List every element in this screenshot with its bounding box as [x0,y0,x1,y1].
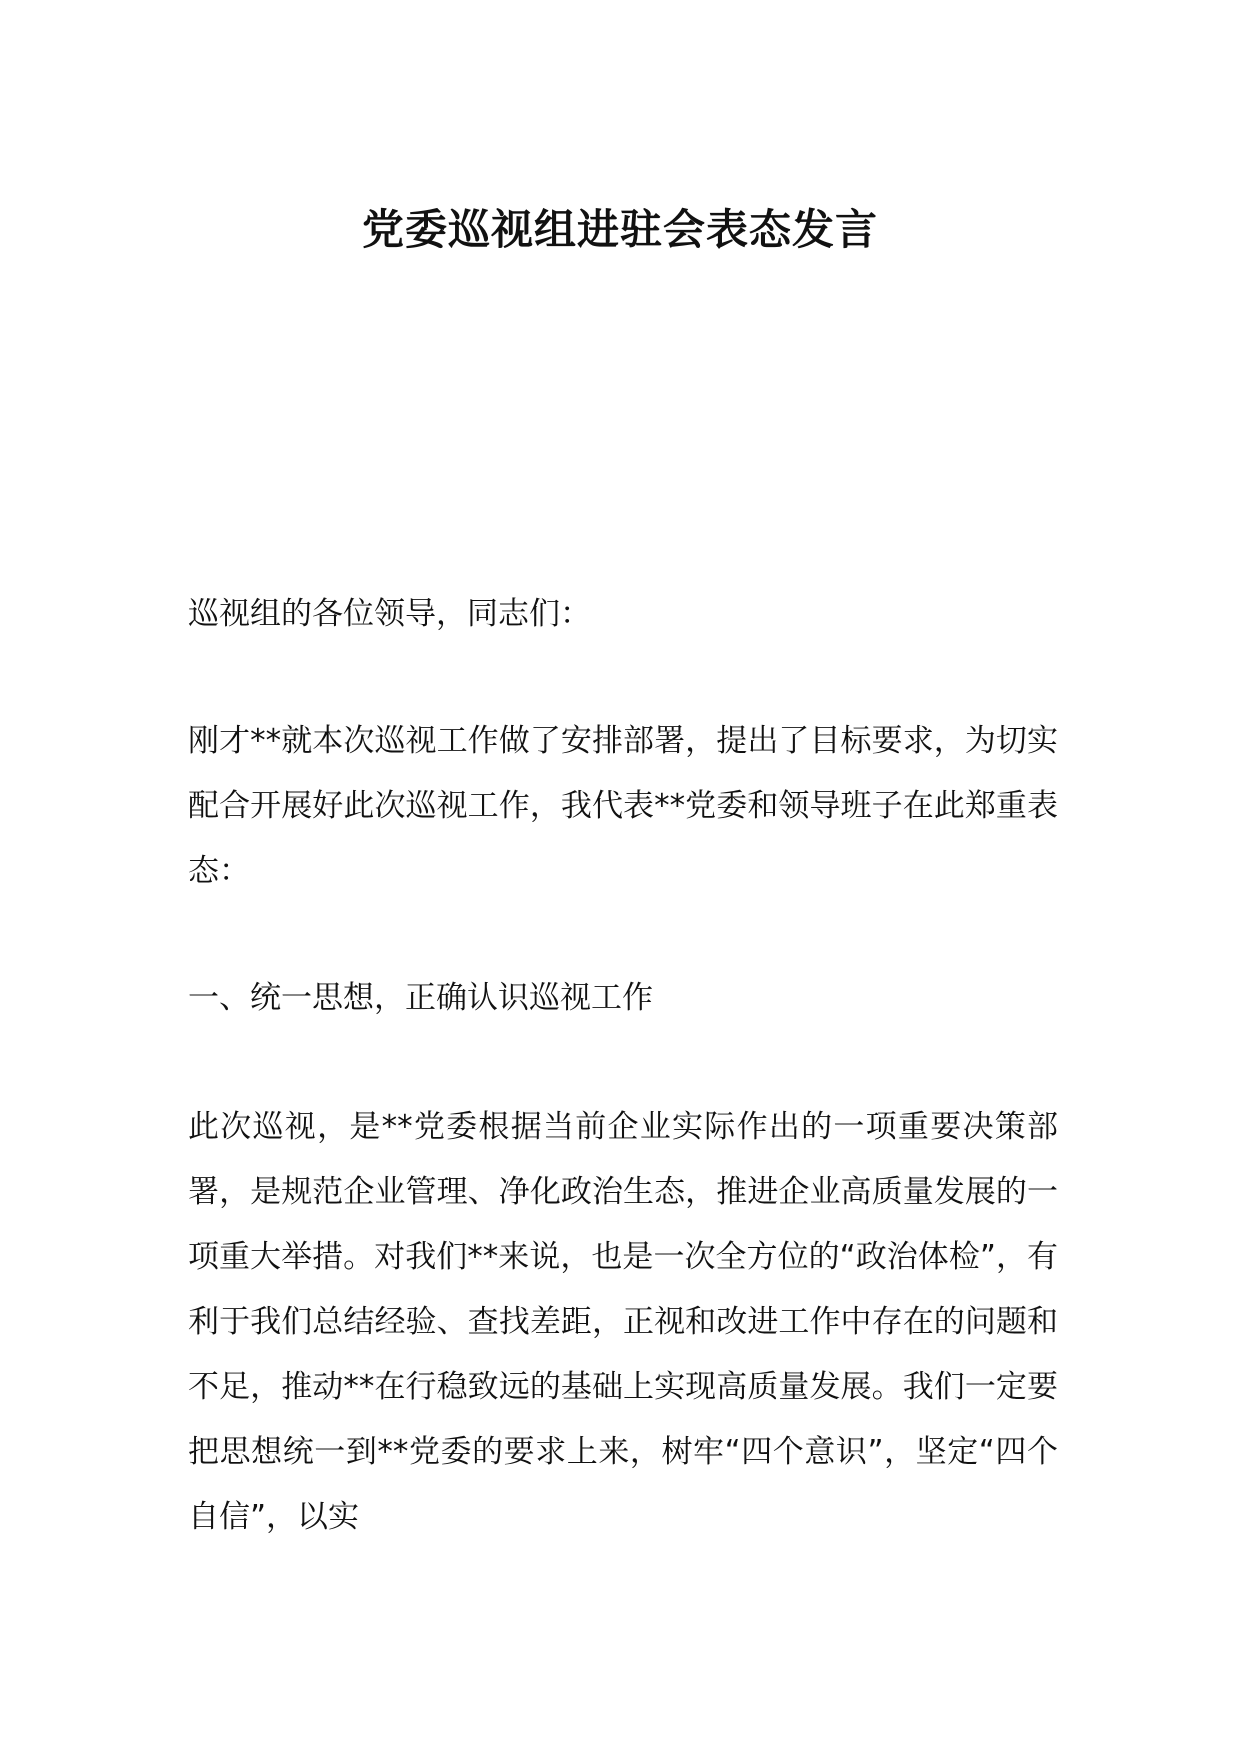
intro-paragraph: 刚才**就本次巡视工作做了安排部署，提出了目标要求，为切实配合开展好此次巡视工作，我代表**党委和领导班子在此郑重表态： [188,723,1058,889]
section-1-heading: 一、统一思想，正确认识巡视工作 [188,980,653,1016]
document-title: 党委巡视组进驻会表态发言 [361,205,878,254]
section-1-body: 此次巡视，是**党委根据当前企业实际作出的一项重要决策部署，是规范企业管理、净化政治生态，推进企业高质量发展的一项重大举措。对我们**来说，也是一次全方位的“政治体检”，有利于我们总结经验、查找差距，正视和改进工作中存在的问题和不足，推动**在行稳致远的基础上实现高质量发展。我们一定要把思想统一到**党委的要求上来，树牢“四个意识”，坚定“四个自信”，以实 [188,1109,1058,1535]
greeting-paragraph: 巡视组的各位领导，同志们： [188,596,591,632]
